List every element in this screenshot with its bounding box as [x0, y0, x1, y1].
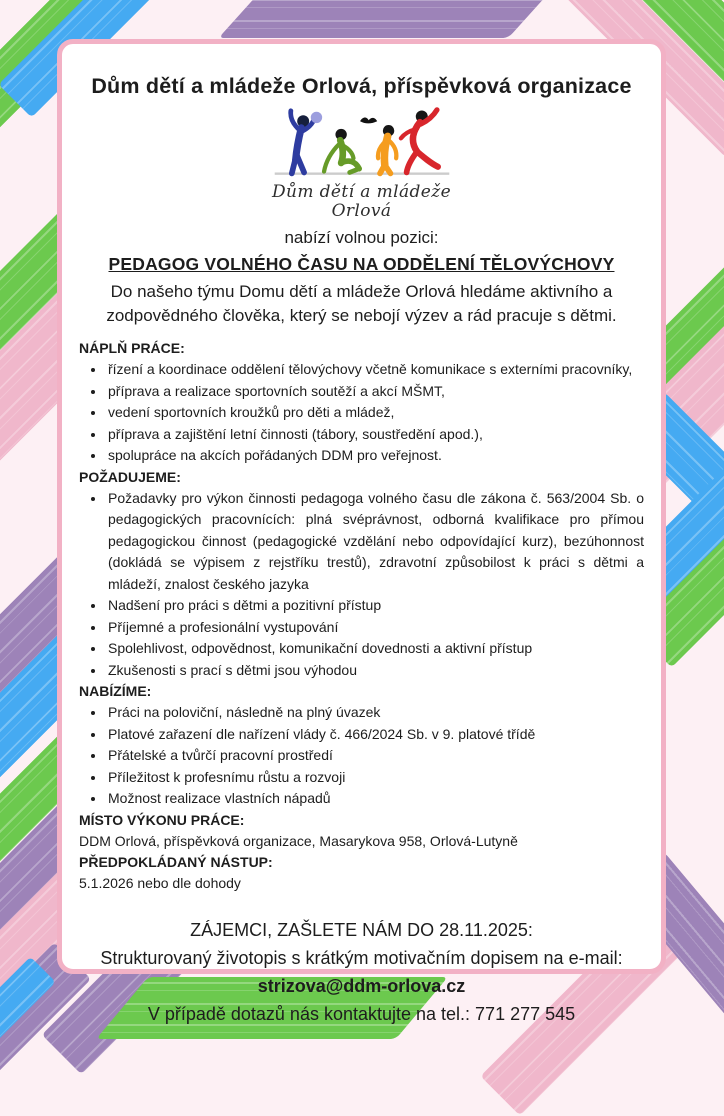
contact-email: strizova@ddm-orlova.cz — [257, 975, 466, 996]
logo-figure-orange — [377, 125, 395, 173]
list-item: • příprava a zajištění letní činnosti (tábory, soustředění apod.), — [106, 424, 644, 446]
logo-caption-line1: Dům dětí a mládeže — [271, 182, 452, 202]
list-item: • Možnost realizace vlastních nápadů — [106, 788, 644, 810]
list-item: • Nadšení pro práci s dětmi a pozitivní přístup — [106, 595, 644, 617]
logo-caption-line2: Orlová — [331, 201, 392, 221]
list-item: • Přátelské a tvůrčí pracovní prostředí — [106, 745, 644, 767]
list-item: • Spolehlivost, odpovědnost, komunikační dovednosti a aktivní přístup — [106, 638, 644, 660]
offer-line: nabízí volnou pozici: — [284, 228, 439, 247]
logo-caption — [79, 183, 644, 221]
section-heading-nabizime: NABÍZÍME: — [79, 683, 152, 699]
pozadujeme-list — [79, 488, 644, 682]
logo-figures-graphic — [262, 107, 462, 181]
nabizime-list — [79, 702, 644, 810]
footer-instruction: Strukturovaný životopis s krátkým motivačním dopisem na e-mail: — [100, 947, 623, 968]
list-item: • Práci na poloviční, následně na plný úvazek — [106, 702, 644, 724]
list-item: • Platové zařazení dle nařízení vlády č. 466/2024 Sb. v 9. platové třídě — [106, 724, 644, 746]
logo-ground-line — [274, 172, 449, 174]
list-item: • Požadavky pro výkon činnosti pedagoga volného času dle zákona č. 563/2004 Sb. o pedagogických pracovnících: plná svéprávnost, odborná kvalifikace pro přímou pedagogickou činnost (pedagogické vzdělání nebo odpovídající kurz), bezúhonnost (dokládá se výpisem z rejstříku trestů), zdravotní způsobilost k práci s dětmi a mládeží, znalost českého jazyka — [106, 488, 644, 596]
position-title: PEDAGOG VOLNÉHO ČASU NA ODDĚLENÍ TĚLOVÝCHOVY — [108, 254, 615, 274]
logo-figure-blue — [290, 111, 314, 174]
section-heading-nastup: PŘEDPOKLÁDANÝ NÁSTUP: — [79, 853, 273, 870]
organization-logo — [79, 107, 644, 221]
logo-ball — [310, 112, 321, 123]
logo-figure-green — [324, 129, 359, 173]
list-item: • Zkušenosti s prací s dětmi jsou výhodou — [106, 660, 644, 682]
list-item: • spolupráce na akcích pořádaných DDM pro veřejnost. — [106, 445, 644, 467]
list-item: • příprava a realizace sportovních soutěží a akcí MŠMT, — [106, 381, 644, 403]
footer-call-to-action: ZÁJEMCI, ZAŠLETE NÁM DO 28.11.2025: — [190, 919, 533, 940]
list-item: • Příležitost k profesnímu růstu a rozvoji — [106, 767, 644, 789]
list-item: • řízení a koordinace oddělení tělovýchovy včetně komunikace s externími pracovníky, — [106, 359, 644, 381]
stripe-top-purple — [218, 0, 548, 38]
position-description: Do našeho týmu Domu dětí a mládeže Orlová hledáme aktivního a zodpovědného člověka, který se nebojí výzev a rád pracuje s dětmi. — [106, 282, 617, 325]
misto-vykonu-text: DDM Orlová, příspěvková organizace, Masarykova 958, Orlová-Lutyně — [79, 832, 518, 849]
footer-contact-block — [79, 916, 644, 1028]
logo-figure-red — [400, 110, 437, 173]
list-item: • Příjemné a profesionální vystupování — [106, 617, 644, 639]
organization-title: Dům dětí a mládeže Orlová, příspěvková organizace — [91, 74, 632, 98]
nastup-text: 5.1.2026 nebo dle dohody — [79, 874, 241, 891]
section-heading-pozadujeme: POŽADUJEME: — [79, 468, 181, 485]
poster-card — [57, 39, 666, 1024]
logo-bird-icon — [360, 118, 377, 124]
section-heading-misto-vykonu: MÍSTO VÝKONU PRÁCE: — [79, 811, 245, 828]
section-heading-napln-prace: NÁPLŇ PRÁCE: — [79, 340, 185, 356]
list-item: • vedení sportovních kroužků pro děti a mládež, — [106, 402, 644, 424]
napln-prace-list — [79, 359, 644, 467]
contact-phone-line: V případě dotazů nás kontaktujte na tel.: 771 277 545 — [147, 1003, 576, 1024]
